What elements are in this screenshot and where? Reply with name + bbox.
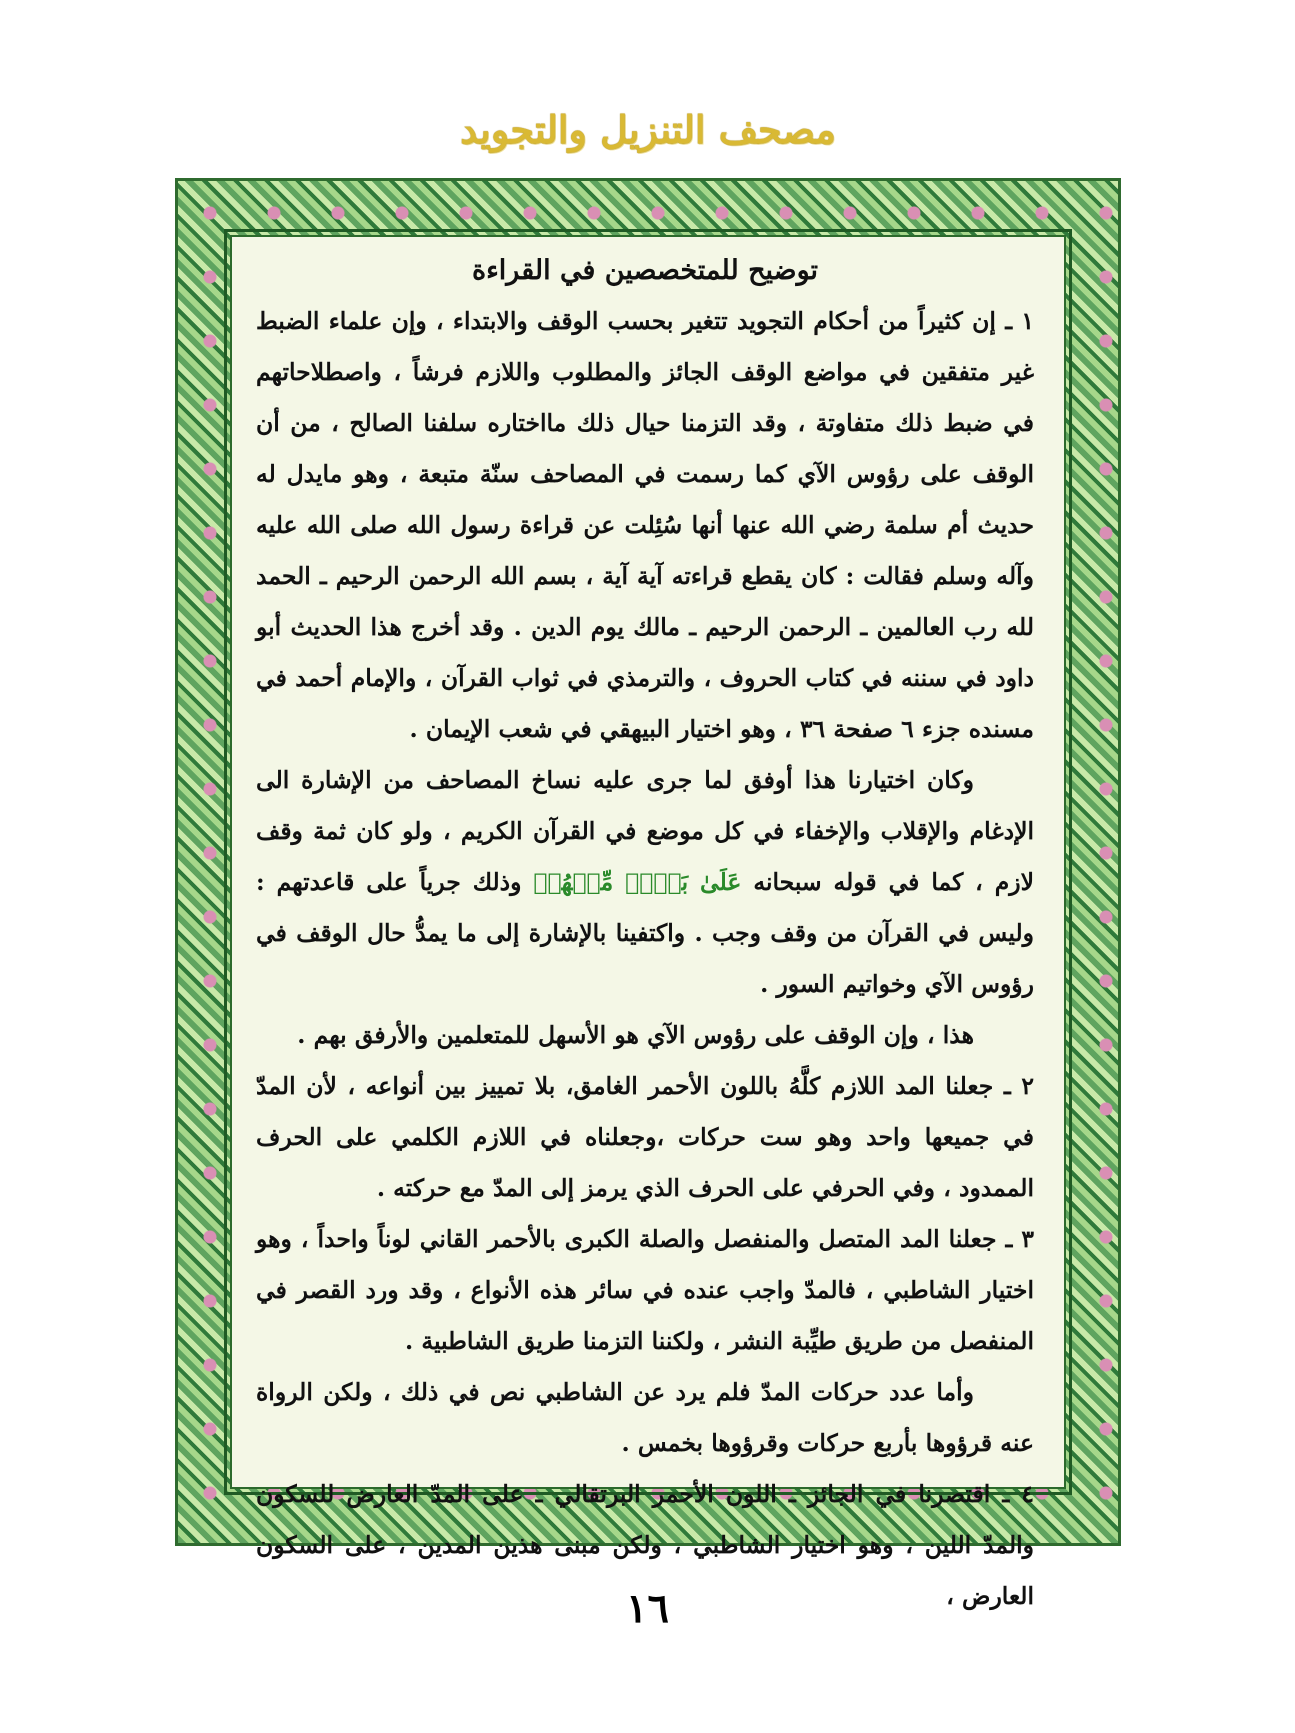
quran-example: عَلَىٰ بَعۡضٖ مِّنۡهُمۡ [533, 868, 742, 896]
paragraph-7: ٤ ـ اقتصرنا في الجائز ـ اللون الأحمر البرتقالي ـ على المدّ العارض للسكون والمدّ اللين ، وهو اختيار الشاطبي ، ولكن مبنى هذين المدين ، على السكون العارض ، [256, 1480, 1034, 1610]
paragraph-3: هذا ، وإن الوقف على رؤوس الآي هو الأسهل للمتعلمين والأرفق بهم . [297, 1021, 974, 1049]
paragraph-6: وأما عدد حركات المدّ فلم يرد عن الشاطبي نص في ذلك ، ولكن الرواة عنه قرؤوها بأربع حركات وقرؤوها بخمس . [256, 1378, 1034, 1457]
paragraph-1: ١ ـ إن كثيراً من أحكام التجويد تتغير بحسب الوقف والابتداء ، وإن علماء الضبط غير متفقين في مواضع الوقف الجائز والمطلوب واللازم فرشاً ، واصطلاحاتهم في ضبط ذلك متفاوتة ، وقد التزمنا حيال ذلك مااختاره سلفنا الصالح ، من أن الوقف على رؤوس الآي كما رسمت في المصاحف سنّة متبعة ، وهو مايدل له حديث أم سلمة رضي الله عنها أنها سُئِلت عن قراءة رسول الله صلى الله عليه وآله وسلم فقالت : كان يقطع قراءته آية آية ، بسم الله الرحمن الرحيم ـ الحمد لله رب العالمين ـ الرحمن الرحيم ـ مالك يوم الدين . وقد أخرج هذا الحديث أبو داود في سننه في كتاب الحروف ، والترمذي في ثواب القرآن ، والإمام أحمد في مسنده جزء ٦ صفحة ٣٦ ، وهو اختيار البيهقي في شعب الإيمان . [256, 307, 1034, 743]
page-number: ١٦ [626, 1585, 669, 1632]
paragraph-4: ٢ ـ جعلنا المد اللازم كلَّهُ باللون الأحمر الغامق، بلا تمييز بين أنواعه ، لأن المدّ في جميعها واحد وهو ست حركات ،وجعلناه في اللازم الكلمي على الحرف الممدود ، وفي الحرفي على الحرف الذي يرمز إلى المدّ مع حركته . [256, 1072, 1034, 1202]
mushaf-title-banner: مصحف التنزيل والتجويد [460, 106, 836, 152]
paragraph-2-text: وكان اختيارنا هذا أوفق لما جرى عليه نساخ المصاحف من الإشارة الى الإدغام والإقلاب والإخفاء في كل موضع في القرآن الكريم ، ولو كان ثمة وقف لازم ، كما في قوله سبحانه [256, 766, 1034, 896]
paragraph-5: ٣ ـ جعلنا المد المتصل والمنفصل والصلة الكبرى بالأحمر القاني لوناً واحداً ، وهو اختيار الشاطبي ، فالمدّ واجب عنده في سائر هذه الأنواع ، وقد ورد القصر في المنفصل من طريق طيِّبة النشر ، ولكننا التزمنا طريق الشاطبية . [256, 1225, 1034, 1355]
page-title: توضيح للمتخصصين في القراءة [471, 255, 819, 286]
paragraph-2-continued: وذلك جرياً على قاعدتهم : وليس في القرآن من وقف وجب . واكتفينا بالإشارة إلى ما يمدُّ حال الوقف في رؤوس الآي وخواتيم السور . [256, 868, 1034, 998]
paragraph-2 [256, 755, 1034, 1010]
